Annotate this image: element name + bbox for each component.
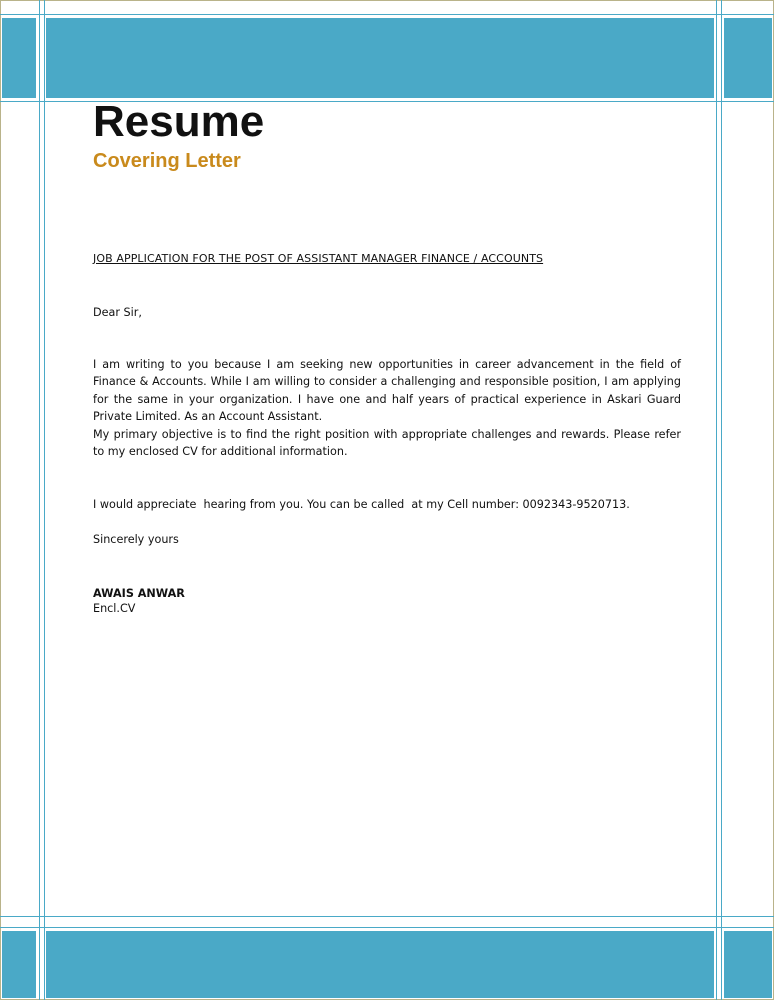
enclosure-note: Encl.CV <box>93 602 136 615</box>
header-band <box>46 18 714 98</box>
signer-name: AWAIS ANWAR <box>93 587 185 600</box>
footer-band <box>46 931 714 998</box>
letter-body-paragraph-1-part-1: I am writing to you because I am seeking new opportunities in career advancement in the field of Finance & Accounts. While I am willing to consider a challenging and responsible position, I am applying for the same in your organization. I have one and half years of practical experience in Askari Guard Private Limited. As an Account Assistant. <box>93 358 681 424</box>
frame-line-bottom-outer <box>0 927 774 928</box>
frame-line-right-inner <box>716 0 717 1000</box>
frame-line-top-outer <box>0 14 774 15</box>
frame-line-right-outer <box>721 0 722 1000</box>
frame-line-left-outer <box>39 0 40 1000</box>
footer-band-right <box>724 931 772 998</box>
letter-subject: JOB APPLICATION FOR THE POST OF ASSISTANT MANAGER FINANCE / ACCOUNTS <box>93 252 544 265</box>
page-subtitle: Covering Letter <box>93 150 241 172</box>
title-block <box>93 96 683 174</box>
header-band-left <box>2 18 36 98</box>
letter-body-paragraph-1 <box>93 356 681 460</box>
frame-line-bottom-inner <box>0 916 774 917</box>
letter-body-paragraph-1-part-2: My primary objective is to find the right position with appropriate challenges and rewards. Please refer to my enclosed CV for additional information. <box>93 427 681 459</box>
page-title: Resume <box>93 97 265 146</box>
footer-band-left <box>2 931 36 998</box>
header-band-right <box>724 18 772 98</box>
letter-closing: Sincerely yours <box>93 533 179 546</box>
letter-body-paragraph-2: I would appreciate hearing from you. You can be called at my Cell number: 0092343-9520713. <box>93 498 630 511</box>
frame-line-left-inner <box>44 0 45 1000</box>
letter-salutation: Dear Sir, <box>93 306 142 319</box>
